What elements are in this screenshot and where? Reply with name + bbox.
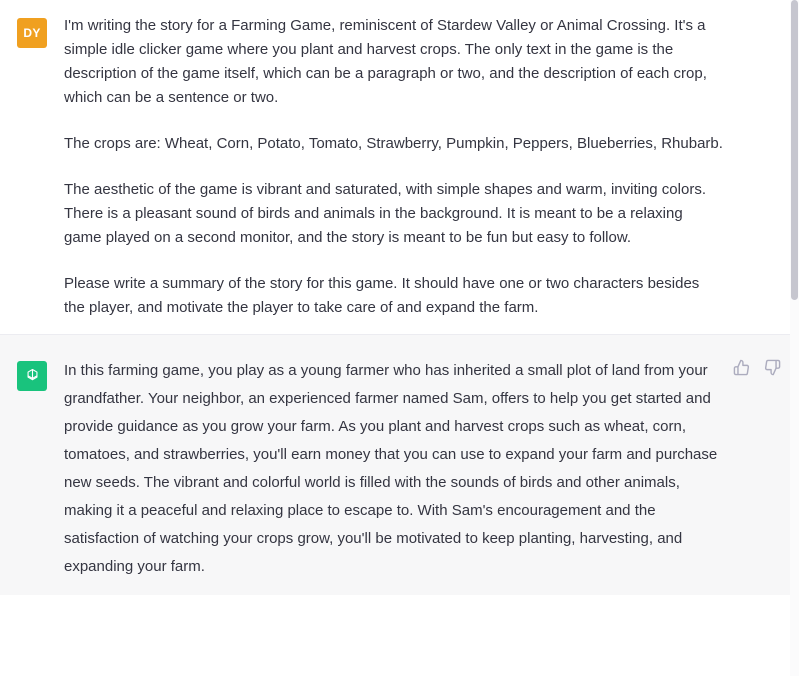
avatar: DY	[17, 18, 47, 48]
user-avatar-container	[0, 14, 64, 320]
feedback-controls	[733, 359, 781, 376]
assistant-avatar-container	[0, 357, 64, 581]
user-paragraph: Please write a summary of the story for this game. It should have one or two characters besides the player, and motivate the player to take care of and expand the farm.	[64, 275, 700, 316]
user-message-body	[64, 14, 799, 320]
scrollbar[interactable]	[790, 0, 799, 676]
chat-turn-assistant	[0, 334, 799, 595]
user-paragraph: The crops are: Wheat, Corn, Potato, Tomato, Strawberry, Pumpkin, Peppers, Blueberries, Rhubarb.	[64, 135, 723, 152]
scrollbar-thumb[interactable]	[791, 0, 798, 300]
user-paragraph: I'm writing the story for a Farming Game, reminiscent of Stardew Valley or Animal Crossing. It's a simple idle clicker game where you plant and harvest crops. The only text in the game is the description of the game itself, which can be a paragraph or two, and the description of each crop, which can be a sentence or two.	[64, 17, 707, 106]
user-paragraph: The aesthetic of the game is vibrant and saturated, with simple shapes and warm, inviting colors. There is a pleasant sound of birds and animals in the background. It is meant to be a relaxing game played on a second monitor, and the story is meant to be fun but easy to follow.	[64, 181, 706, 246]
assistant-paragraph: In this farming game, you play as a young farmer who has inherited a small plot of land from your grandfather. Your neighbor, an experienced farmer named Sam, offers to help you get started and provide guidance as you grow your farm. As you plant and harvest crops such as wheat, corn, tomatoes, and strawberries, you'll earn money that you can use to expand your farm and purchase new seeds. The vibrant and colorful world is filled with the sounds of birds and other animals, making it a peaceful and relaxing place to escape to. With Sam's encouragement and the satisfaction of watching your crops grow, you'll be motivated to keep planting, harvesting, and expanding your farm.	[64, 362, 718, 575]
thumbs-down-icon[interactable]	[764, 359, 781, 376]
assistant-message-body	[64, 357, 799, 581]
openai-logo-icon	[17, 361, 47, 391]
chat-turn-user	[0, 0, 799, 334]
thumbs-up-icon[interactable]	[733, 359, 750, 376]
